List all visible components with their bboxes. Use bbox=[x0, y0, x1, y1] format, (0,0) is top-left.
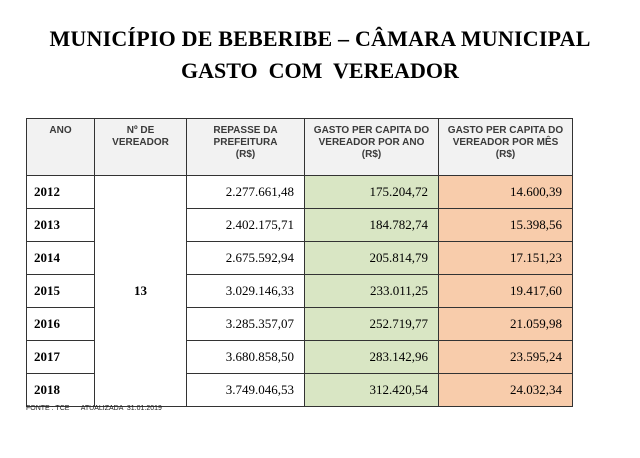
cell-ano: 2012 bbox=[27, 176, 95, 209]
header-line: REPASSE DA bbox=[213, 125, 278, 136]
updated-label: ATUALIZADA 31.01.2019 bbox=[80, 405, 162, 412]
cell-repasse: 2.402.175,71 bbox=[187, 209, 305, 242]
cell-repasse: 2.277.661,48 bbox=[187, 176, 305, 209]
cell-ano: 2015 bbox=[27, 275, 95, 308]
cell-repasse: 3.285.357,07 bbox=[187, 308, 305, 341]
cell-per-year: 312.420,54 bbox=[305, 374, 439, 407]
header-line: VEREADOR bbox=[112, 137, 169, 148]
document-subtitle: GASTO COM VEREADOR bbox=[181, 58, 459, 83]
cell-vereadores: 13 bbox=[95, 176, 187, 407]
cell-per-month: 23.595,24 bbox=[439, 341, 573, 374]
header-line: GASTO PER CAPITA DO bbox=[313, 125, 430, 136]
col-header-ano bbox=[27, 119, 95, 176]
header-line: PREFEITURA bbox=[213, 137, 278, 148]
cell-per-year: 283.142,96 bbox=[305, 341, 439, 374]
cell-repasse: 2.675.592,94 bbox=[187, 242, 305, 275]
header-line: (R$) bbox=[495, 149, 516, 160]
cell-per-month: 21.059,98 bbox=[439, 308, 573, 341]
header-line: Nº DE bbox=[126, 125, 155, 136]
cell-per-month: 19.417,60 bbox=[439, 275, 573, 308]
header-line: GASTO PER CAPITA DO bbox=[447, 125, 564, 136]
cell-repasse: 3.749.046,53 bbox=[187, 374, 305, 407]
header-line: (R$) bbox=[361, 149, 382, 160]
header-line: (R$) bbox=[235, 149, 256, 160]
cell-per-month: 24.032,34 bbox=[439, 374, 573, 407]
cell-per-month: 17.151,23 bbox=[439, 242, 573, 275]
cell-ano: 2017 bbox=[27, 341, 95, 374]
cell-per-year: 252.719,77 bbox=[305, 308, 439, 341]
col-header-vereador bbox=[95, 119, 187, 176]
header-line: ANO bbox=[49, 125, 72, 136]
cell-per-year: 205.814,79 bbox=[305, 242, 439, 275]
header-line: VEREADOR POR MÊS bbox=[452, 137, 559, 148]
cell-ano: 2013 bbox=[27, 209, 95, 242]
source-note bbox=[26, 405, 162, 412]
col-header-per-year bbox=[305, 119, 439, 176]
header-line: VEREADOR POR ANO bbox=[318, 137, 425, 148]
cell-per-month: 14.600,39 bbox=[439, 176, 573, 209]
table-row bbox=[27, 176, 573, 209]
cell-per-month: 15.398,56 bbox=[439, 209, 573, 242]
cell-per-year: 184.782,74 bbox=[305, 209, 439, 242]
cell-per-year: 175.204,72 bbox=[305, 176, 439, 209]
col-header-repasse bbox=[187, 119, 305, 176]
cell-ano: 2016 bbox=[27, 308, 95, 341]
cell-repasse: 3.029.146,33 bbox=[187, 275, 305, 308]
cell-repasse: 3.680.858,50 bbox=[187, 341, 305, 374]
cell-ano: 2014 bbox=[27, 242, 95, 275]
cell-ano: 2018 bbox=[27, 374, 95, 407]
cell-per-year: 233.011,25 bbox=[305, 275, 439, 308]
source-label: FONTE : TCE bbox=[26, 405, 70, 412]
expenses-table bbox=[26, 118, 573, 407]
table-header-row bbox=[27, 119, 573, 176]
document-title: MUNICÍPIO DE BEBERIBE – CÂMARA MUNICIPAL bbox=[49, 26, 591, 51]
col-header-per-month bbox=[439, 119, 573, 176]
